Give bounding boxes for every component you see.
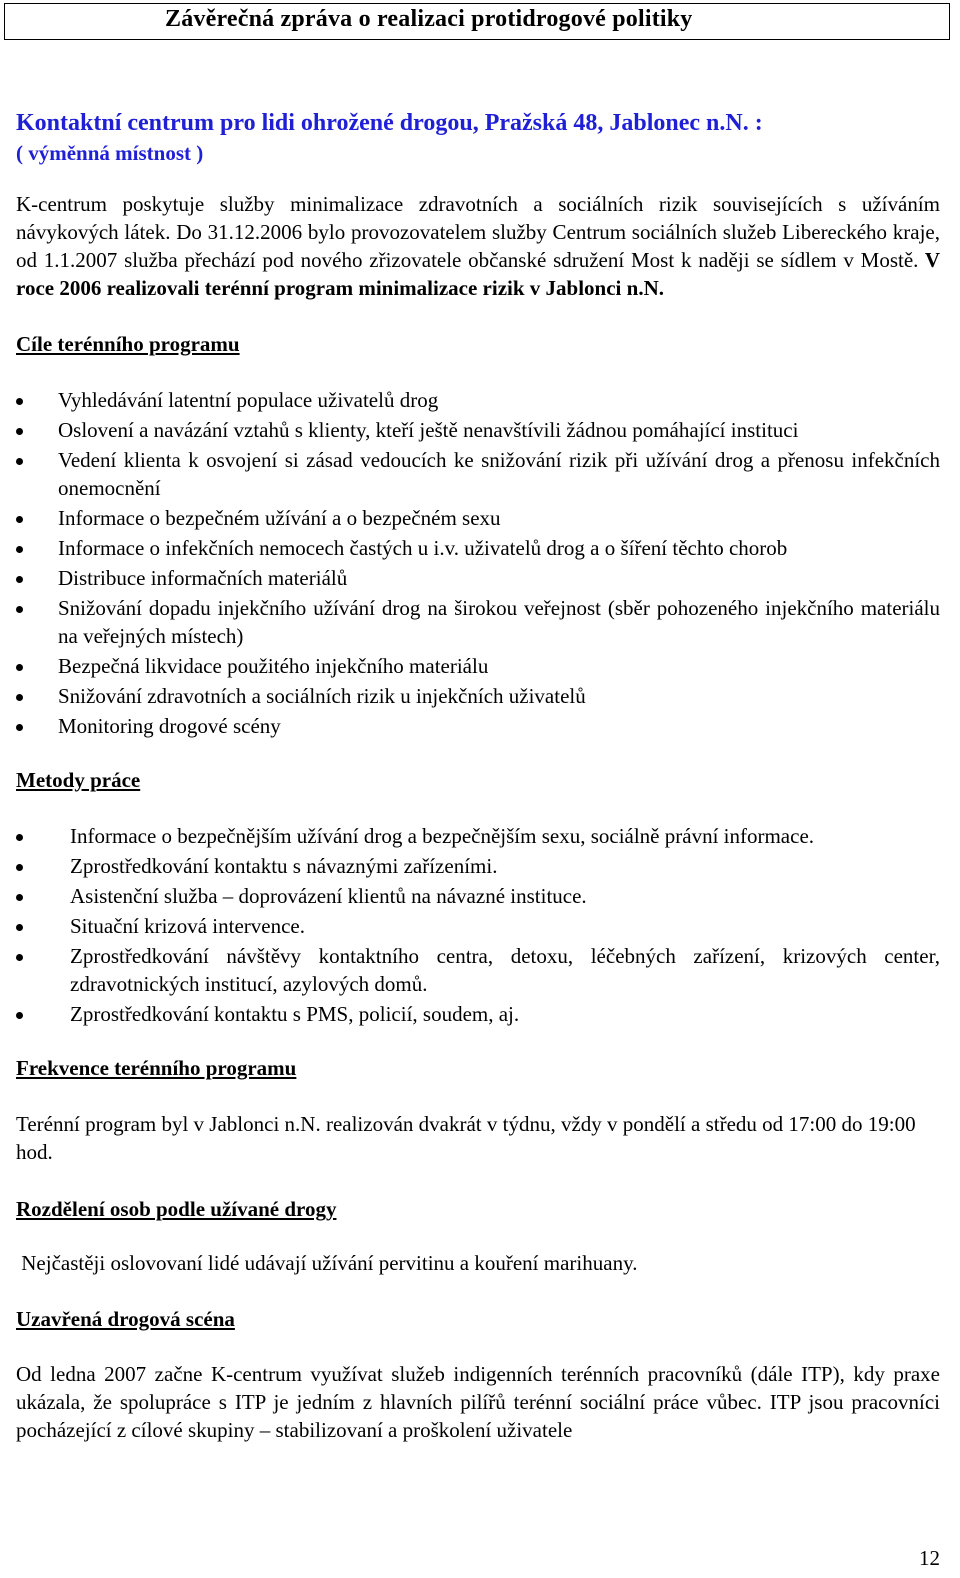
list-item: Vyhledávání latentní populace uživatelů drog — [16, 386, 940, 414]
bullet-icon — [16, 398, 23, 405]
list-item: Situační krizová intervence. — [16, 912, 940, 940]
intro-paragraph — [16, 190, 940, 302]
bullet-icon — [16, 924, 23, 931]
intro-bold-text: V roce 2006 realizovali terénní program minimalizace rizik v Jablonci n.N. — [16, 248, 940, 300]
bullet-icon — [16, 546, 23, 553]
methods-list — [16, 822, 940, 1028]
bullet-icon — [16, 694, 23, 701]
list-item: Snižování dopadu injekčního užívání drog na širokou veřejnost (sběr pohozeného injekčního materiálu na veřejných místech) — [16, 594, 940, 650]
methods-title: Metody práce — [16, 768, 141, 792]
list-item: Monitoring drogové scény — [16, 712, 940, 740]
bullet-icon — [16, 576, 23, 583]
list-item: Zprostředkování návštěvy kontaktního centra, detoxu, léčebných zařízení, krizových center, zdravotnických institucí, azylových domů. — [16, 942, 940, 998]
bullet-icon — [16, 458, 23, 465]
bullet-icon — [16, 516, 23, 523]
list-item: Zprostředkování kontaktu s návaznými zařízeními. — [16, 852, 940, 880]
list-item: Snižování zdravotních a sociálních rizik u injekčních uživatelů — [16, 682, 940, 710]
bullet-icon — [16, 864, 23, 871]
list-item: Informace o infekčních nemocech častých u i.v. uživatelů drog a o šíření těchto chorob — [16, 534, 940, 562]
bullet-icon — [16, 606, 23, 613]
bullet-icon — [16, 834, 23, 841]
intro-text: K-centrum poskytuje služby minimalizace zdravotních a sociálních rizik souvisejících s užíváním návykových látek. Do 31.12.2006 bylo provozovatelem služby Centrum sociálních služeb Libereckého kraje, od 1.1.2007 služba přechází pod nového zřizovatele občanské sdružení Most k naději se sídlem v Mostě. — [16, 192, 940, 272]
bullet-icon — [16, 894, 23, 901]
frequency-title: Frekvence terénního programu — [16, 1056, 297, 1080]
main-heading: Kontaktní centrum pro lidi ohrožené drogou, Pražská 48, Jablonec n.N. : — [16, 110, 763, 136]
main-subheading: ( výměnná místnost ) — [16, 141, 204, 165]
document-header-title: Závěrečná zpráva o realizaci protidrogové politiky — [165, 6, 693, 32]
frequency-text: Terénní program byl v Jablonci n.N. realizován dvakrát v týdnu, vždy v pondělí a středu od 17:00 do 19:00 hod. — [16, 1112, 916, 1164]
list-item: Informace o bezpečnějším užívání drog a bezpečnějším sexu, sociálně právní informace. — [16, 822, 940, 850]
bullet-icon — [16, 1012, 23, 1019]
list-item: Asistenční služba – doprovázení klientů na návazné instituce. — [16, 882, 940, 910]
bullet-icon — [16, 428, 23, 435]
list-item: Vedení klienta k osvojení si zásad vedoucích ke snižování rizik při užívání drog a přenosu infekčních onemocnění — [16, 446, 940, 502]
goals-list — [16, 386, 940, 740]
closed-scene-title: Uzavřená drogová scéna — [16, 1307, 235, 1331]
list-item: Informace o bezpečném užívání a o bezpečném sexu — [16, 504, 940, 532]
goals-title: Cíle terénního programu — [16, 332, 240, 356]
list-item: Zprostředkování kontaktu s PMS, policií, soudem, aj. — [16, 1000, 940, 1028]
bullet-icon — [16, 954, 23, 961]
list-item: Distribuce informačních materiálů — [16, 564, 940, 592]
drugs-title: Rozdělení osob podle užívané drogy — [16, 1197, 337, 1221]
closed-scene-text: Od ledna 2007 začne K-centrum využívat služeb indigenních terénních pracovníků (dále ITP), kdy praxe ukázala, že spolupráce s ITP je jedním z hlavních pilířů terénní sociální práce vůbec. ITP jsou pracovníci pocházející z cílové skupiny – stabilizovaní a proškolení uživatele — [16, 1362, 940, 1442]
drugs-text: Nejčastěji oslovovaní lidé udávají užívání pervitinu a kouření marihuany. — [16, 1251, 638, 1275]
bullet-icon — [16, 664, 23, 671]
list-item: Bezpečná likvidace použitého injekčního materiálu — [16, 652, 940, 680]
bullet-icon — [16, 724, 23, 731]
page-number: 12 — [919, 1546, 940, 1570]
page-content — [16, 108, 940, 1444]
list-item: Oslovení a navázání vztahů s klienty, kteří ještě nenavštívili žádnou pomáhající instituci — [16, 416, 940, 444]
